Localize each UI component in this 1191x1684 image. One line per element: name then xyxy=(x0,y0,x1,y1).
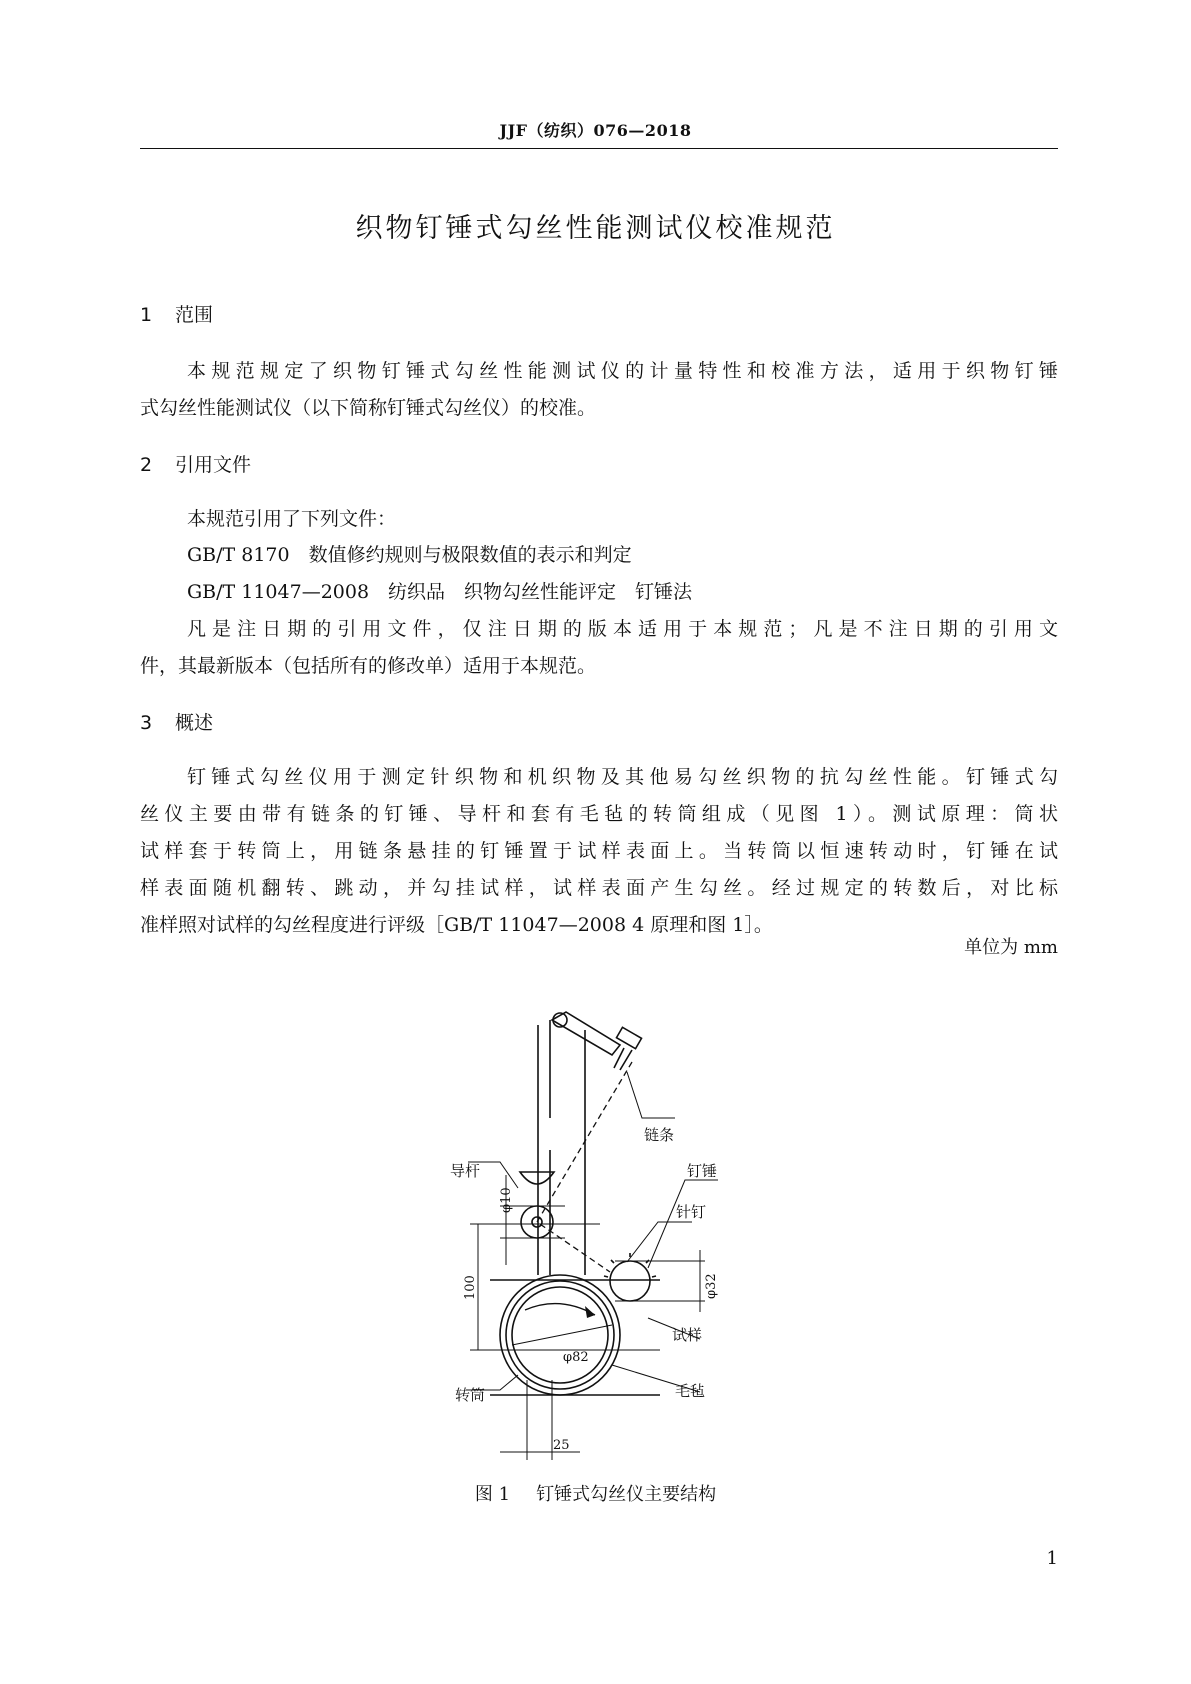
document-title: 织物钉锤式勾丝性能测试仪校准规范 xyxy=(355,213,836,244)
unit-note: 单位为 mm xyxy=(964,937,1058,958)
leader-hammer xyxy=(648,1180,718,1268)
body-line: 件，其最新版本（包括所有的修改单）适用于本规范。 xyxy=(140,655,597,677)
rotation-arrowhead xyxy=(585,1306,595,1318)
dim-h100: 100 xyxy=(463,1275,478,1300)
guide-rod-ring xyxy=(521,1206,553,1238)
body-line: 式勾丝性能测试仪（以下简称钉锤式勾丝仪）的校准。 xyxy=(140,397,597,419)
body-line: 凡是注日期的引用文件，仅注日期的版本适用于本规范；凡是不注日期的引用文 xyxy=(187,618,1058,640)
dim-82-line xyxy=(512,1325,612,1345)
label-felt: 毛毡 xyxy=(675,1382,706,1400)
reference-item: GB/T 8170 数值修约规则与极限数值的表示和判定 xyxy=(187,544,632,566)
figure-caption-text: 钉锤式勾丝仪主要结构 xyxy=(536,1484,717,1505)
page-number: 1 xyxy=(1046,1548,1058,1569)
running-header: JJF（纺织）076—2018 xyxy=(499,121,692,140)
body-line: 本规范规定了织物钉锤式勾丝性能测试仪的计量特性和校准方法，适用于织物钉锤 xyxy=(187,360,1058,382)
dim-32-extents xyxy=(615,1261,705,1301)
leader-pin xyxy=(627,1222,692,1262)
hammer-circle xyxy=(610,1261,650,1301)
label-sample: 试样 xyxy=(672,1326,703,1344)
guide-rod-center xyxy=(532,1217,542,1227)
dim-d32: φ32 xyxy=(704,1273,719,1299)
top-arm xyxy=(552,1012,620,1055)
section-title: 概述 xyxy=(175,712,214,734)
label-guide-rod: 导杆 xyxy=(450,1162,481,1180)
body-line: 丝仪主要由带有链条的钉锤、导杆和套有毛毡的转筒组成（见图 1）。测试原理：筒状 xyxy=(140,803,1058,825)
label-chain: 链条 xyxy=(644,1126,675,1144)
guide-rod-cup xyxy=(520,1172,554,1184)
leader-chain xyxy=(627,1072,675,1118)
label-pin: 针钉 xyxy=(676,1203,707,1221)
section-number: 1 xyxy=(140,304,153,326)
label-hammer: 钉锤 xyxy=(687,1162,718,1180)
body-line: 样表面随机翻转、跳动，并勾挂试样，试样表面产生勾丝。经过规定的转数后，对比标 xyxy=(140,877,1058,899)
body-line: 钉锤式勾丝仪用于测定针织物和机织物及其他易勾丝织物的抗勾丝性能。钉锤式勾 xyxy=(187,766,1058,788)
reference-item: GB/T 11047—2008 纺织品 织物勾丝性能评定 钉锤法 xyxy=(187,581,693,603)
dim-d82: φ82 xyxy=(563,1350,589,1365)
label-drum: 转筒 xyxy=(455,1386,486,1404)
section-number: 3 xyxy=(140,712,153,734)
dim-w25: 25 xyxy=(553,1438,570,1453)
section-title: 范围 xyxy=(175,304,214,326)
body-line: 准样照对试样的勾丝程度进行评级［GB/T 11047—2008 4 原理和图 1］。 xyxy=(140,914,773,936)
dim-d10: φ10 xyxy=(499,1187,514,1213)
body-line: 本规范引用了下列文件： xyxy=(187,508,397,530)
guide-column xyxy=(538,1020,585,1275)
figure-caption xyxy=(0,1480,1191,1506)
section-title: 引用文件 xyxy=(175,454,252,476)
rotation-arrow xyxy=(525,1304,595,1315)
section-number: 2 xyxy=(140,454,153,476)
body-line: 试样套于转筒上，用链条悬挂的钉锤置于试样表面上。当转筒以恒速转动时，钉锤在试 xyxy=(140,840,1058,862)
figure-number: 图 1 xyxy=(474,1484,511,1505)
